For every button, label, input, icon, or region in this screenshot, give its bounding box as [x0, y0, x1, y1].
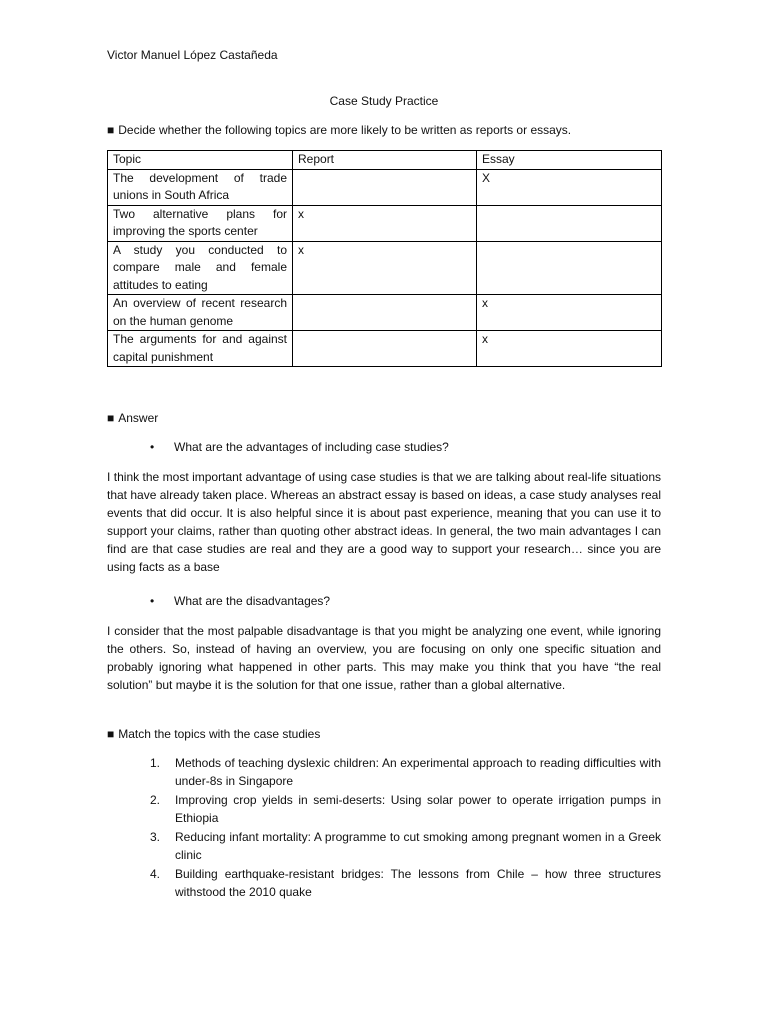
answer-heading	[107, 409, 158, 427]
answer-disadvantages: I consider that the most palpable disadvantage is that you might be analyzing one event, while ignoring the others. So, instead of having an overview, you are focusing on only one specific situation and probably ignoring what happened in other parts. This may make you think that you have “the real solution” but maybe it is the solution for that one issue, rather than a global alternative.	[107, 624, 661, 692]
table-row	[108, 295, 662, 331]
instruction-reports-essays	[107, 121, 571, 139]
list-item-text: Building earthquake-resistant bridges: The lessons from Chile – how three structures withstood the 2010 quake	[175, 867, 661, 899]
list-number: 2.	[150, 793, 161, 807]
square-bullet-icon: ■	[107, 727, 115, 741]
instruction-text: Decide whether the following topics are more likely to be written as reports or essays.	[118, 123, 572, 137]
report-cell	[293, 295, 477, 331]
square-bullet-icon: ■	[107, 123, 115, 137]
question-text: What are the advantages of including case studies?	[174, 440, 449, 454]
topic-cell: The development of trade unions in South Africa	[108, 169, 293, 205]
table-row	[108, 169, 662, 205]
topic-cell: The arguments for and against capital punishment	[108, 331, 293, 367]
header-topic: Topic	[108, 151, 293, 170]
list-item	[150, 754, 661, 790]
answer-advantages: I think the most important advantage of using case studies is that we are talking about real-life situations that have already taken place. Whereas an abstract essay is based on ideas, a case study analyses real events that did occur. It is also helpful since it is about past experience, meaning that you can use it to support your claims, rather than quoting other abstract ideas. In general, the two main advantages I can find are that case studies are real and they are a good way to support your research… since you are using facts as a base	[107, 470, 661, 574]
essay-cell: x	[477, 331, 662, 367]
table-row	[108, 205, 662, 241]
question-text: What are the disadvantages?	[174, 594, 331, 608]
question-disadvantages	[150, 592, 330, 610]
document-title: Case Study Practice	[329, 94, 439, 108]
list-number: 3.	[150, 830, 161, 844]
topics-table	[107, 150, 662, 367]
header-essay: Essay	[477, 151, 662, 170]
answer-heading-text: Answer	[118, 411, 159, 425]
author-name: Victor Manuel López Castañeda	[107, 48, 278, 62]
header-report: Report	[293, 151, 477, 170]
essay-cell	[477, 241, 662, 295]
match-heading	[107, 725, 320, 743]
table-row	[108, 331, 662, 367]
list-item-text: Reducing infant mortality: A programme to cut smoking among pregnant women in a Greek clinic	[175, 830, 661, 862]
report-cell: x	[293, 241, 477, 295]
case-study-list	[150, 754, 661, 902]
list-item-text: Methods of teaching dyslexic children: An experimental approach to reading difficulties with under-8s in Singapore	[175, 756, 661, 788]
list-item	[150, 828, 661, 864]
essay-cell: X	[477, 169, 662, 205]
report-cell: x	[293, 205, 477, 241]
square-bullet-icon: ■	[107, 411, 115, 425]
bullet-icon: •	[150, 440, 155, 454]
report-cell	[293, 331, 477, 367]
list-item-text: Improving crop yields in semi-deserts: Using solar power to operate irrigation pumps in Ethiopia	[175, 793, 661, 825]
table-row	[108, 241, 662, 295]
table-header-row	[108, 151, 662, 170]
list-item	[150, 865, 661, 901]
list-number: 1.	[150, 756, 161, 770]
report-cell	[293, 169, 477, 205]
essay-cell: x	[477, 295, 662, 331]
topic-cell: A study you conducted to compare male and female attitudes to eating	[108, 241, 293, 295]
bullet-icon: •	[150, 594, 155, 608]
question-advantages	[150, 438, 449, 456]
topic-cell: An overview of recent research on the human genome	[108, 295, 293, 331]
match-heading-text: Match the topics with the case studies	[118, 727, 321, 741]
list-number: 4.	[150, 867, 161, 881]
list-item	[150, 791, 661, 827]
essay-cell	[477, 205, 662, 241]
topic-cell: Two alternative plans for improving the sports center	[108, 205, 293, 241]
